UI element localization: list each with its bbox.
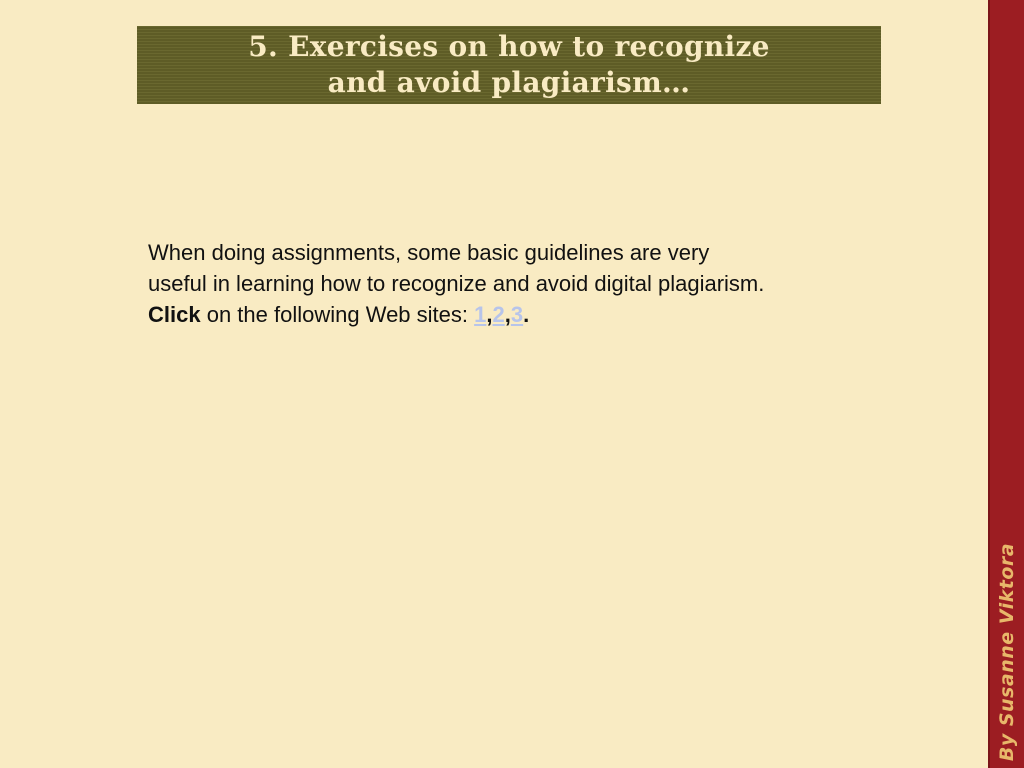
web-site-link-1[interactable]: 1: [474, 302, 487, 327]
body-line-3: [148, 299, 888, 330]
slide-title-line-2: and avoid plagiarism…: [327, 66, 691, 99]
body-line-1: When doing assignments, some basic guidelines are very: [148, 240, 710, 265]
click-instruction: on the following Web sites:: [200, 302, 475, 327]
web-site-link-2[interactable]: 2: [492, 302, 505, 327]
body-line-2: useful in learning how to recognize and avoid digital plagiarism.: [148, 271, 765, 296]
slide-title-line-1: 5. Exercises on how to recognize: [248, 30, 770, 63]
end-punctuation: .: [523, 302, 530, 327]
click-label: Click: [148, 302, 201, 327]
author-byline: By Susanne Viktora: [996, 542, 1018, 762]
title-banner: [137, 26, 881, 104]
body-paragraph: [148, 237, 888, 330]
link-separator: ,: [486, 302, 493, 327]
web-site-link-3[interactable]: 3: [510, 302, 524, 327]
link-separator: ,: [504, 302, 511, 327]
